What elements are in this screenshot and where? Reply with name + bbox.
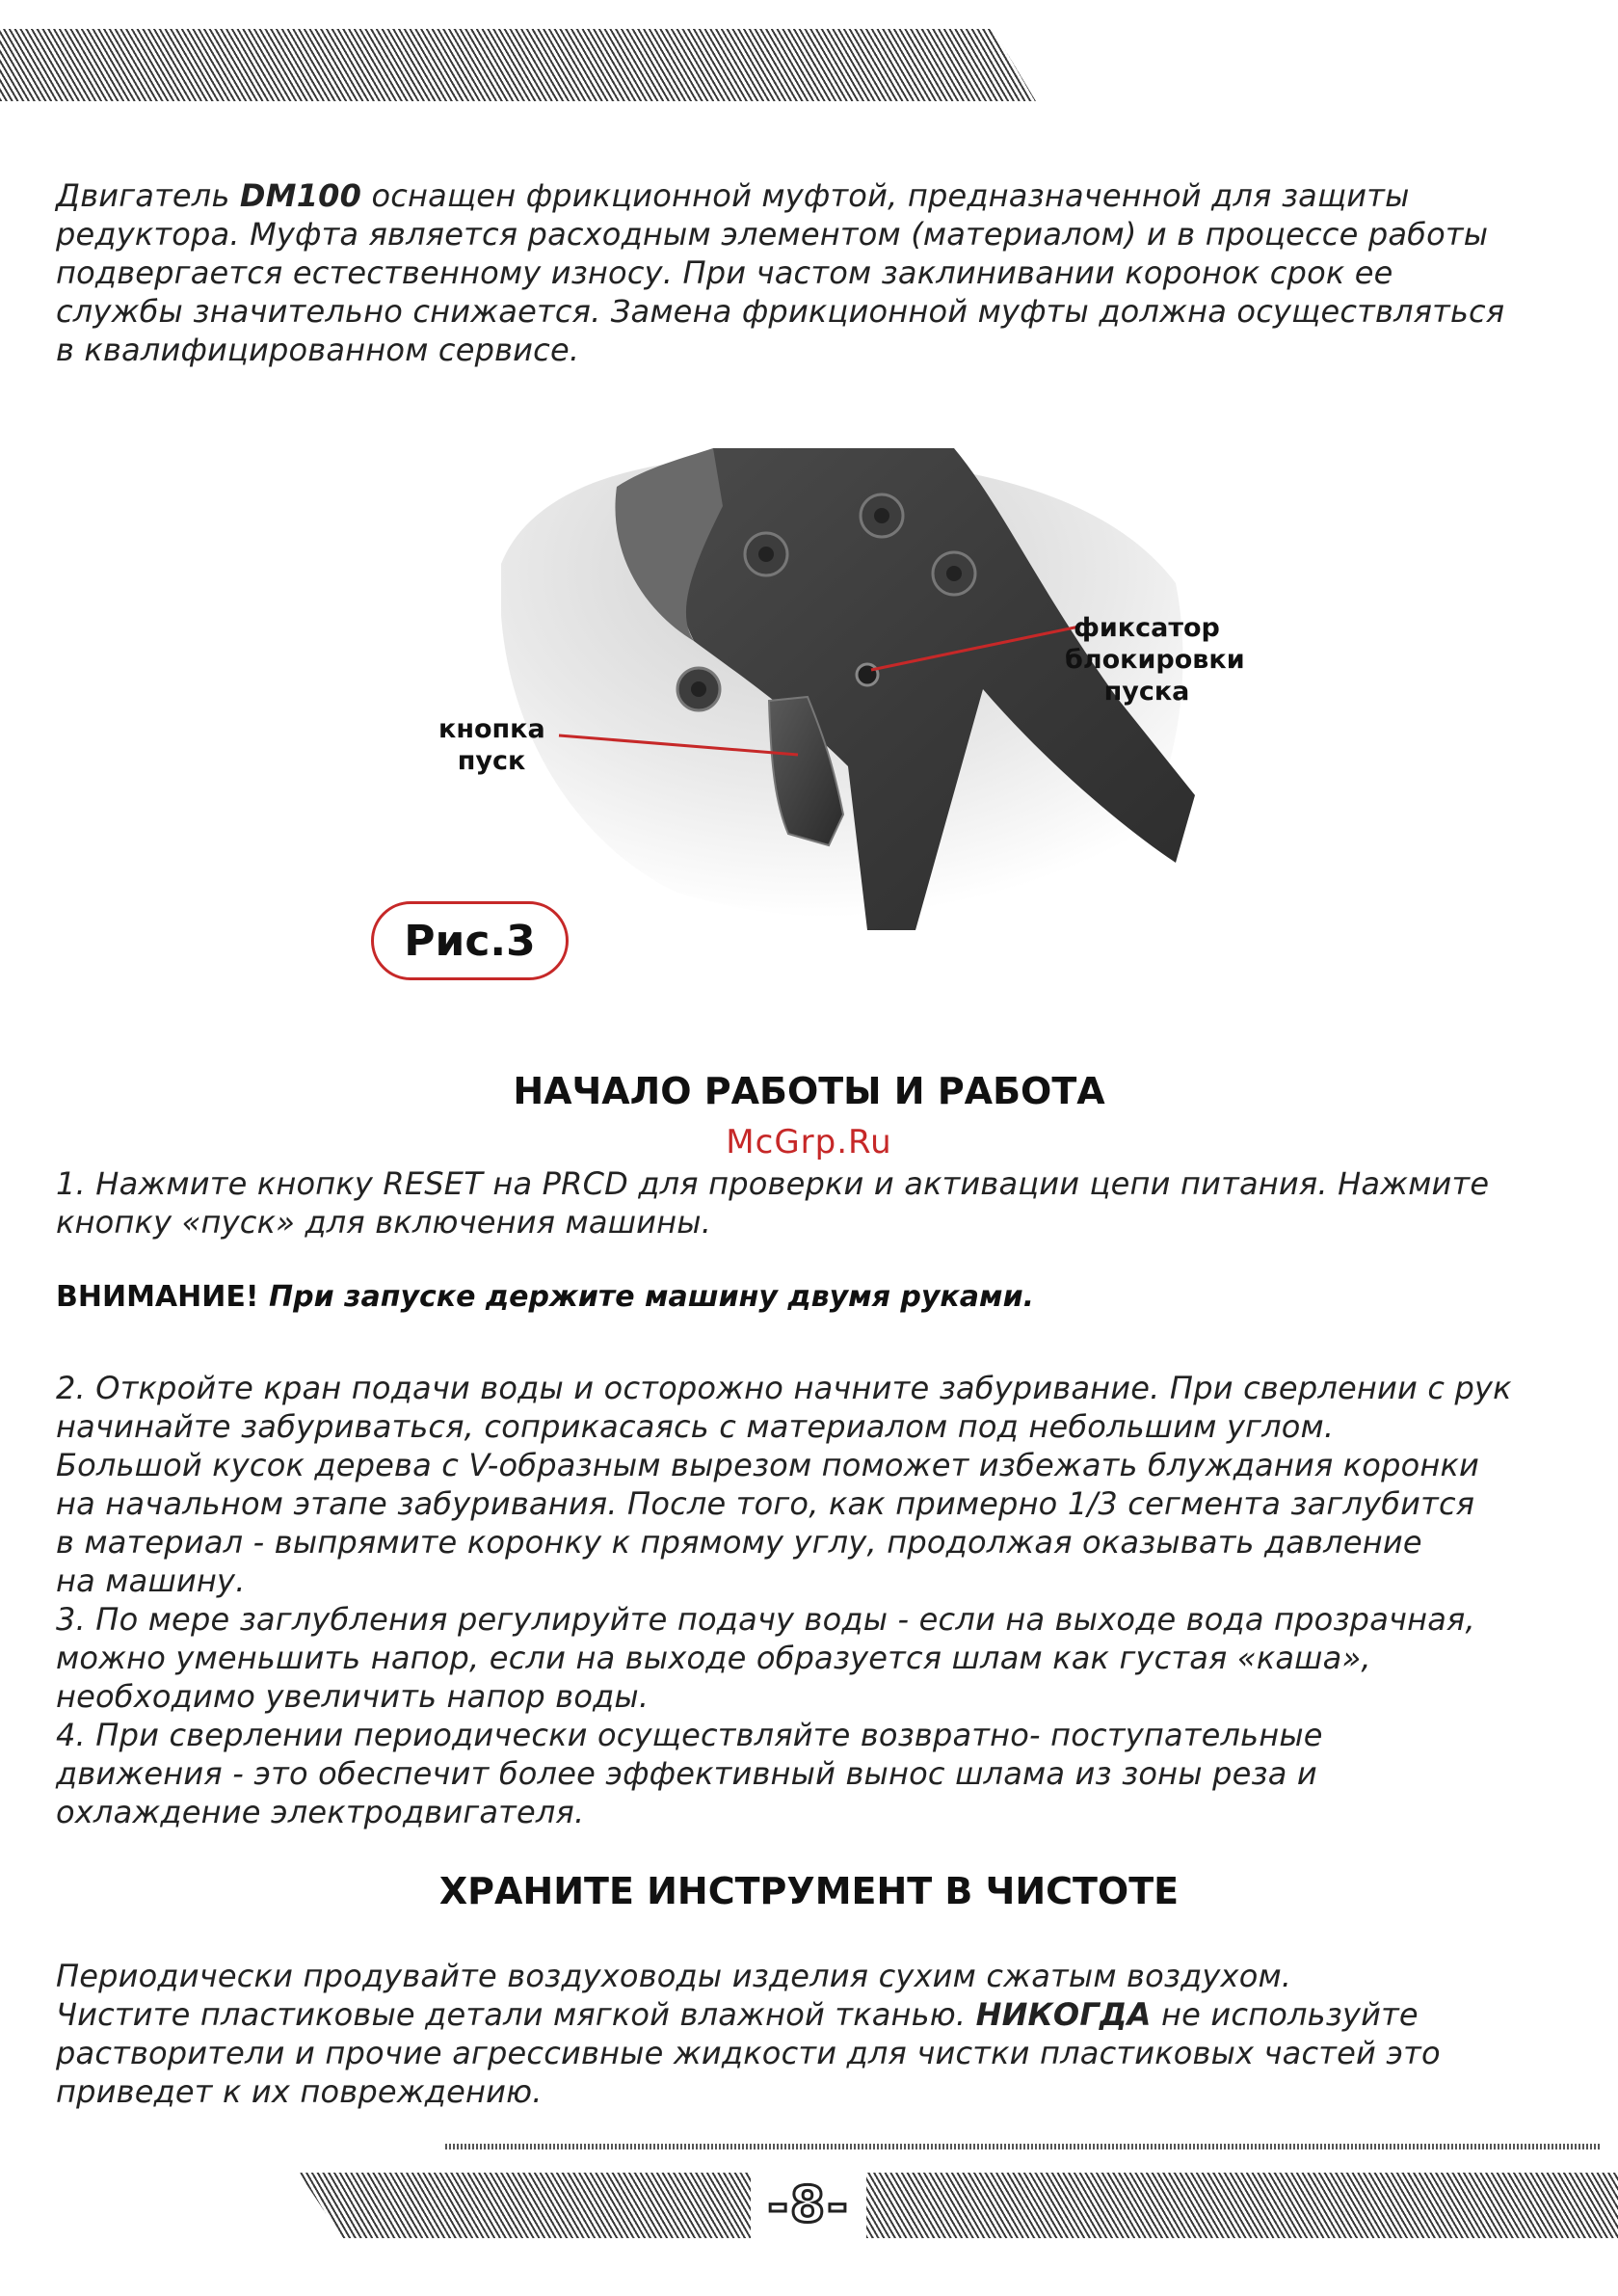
- intro-paragraph: [56, 176, 1598, 369]
- cleaning-line-3: растворители и прочие агрессивные жидкости для чистки пластиковых частей это: [56, 2035, 1441, 2071]
- steps-line: Большой кусок дерева с V-образным вырезом поможет избежать блуждания коронки: [56, 1447, 1480, 1483]
- section-heading-keep-clean: ХРАНИТЕ ИНСТРУМЕНТ В ЧИСТОТЕ: [438, 1870, 1180, 1912]
- step-1-line-2: кнопку «пуск» для включения машины.: [56, 1204, 712, 1241]
- bolt-socket-icon: [946, 566, 962, 581]
- steps-line: в материал - выпрямите коронку к прямому углу, продолжая оказывать давление: [56, 1524, 1422, 1561]
- callout-lock: [1065, 612, 1245, 707]
- attention-label: ВНИМАНИЕ!: [56, 1280, 259, 1314]
- cleaning-line-4: приведет к их повреждению.: [56, 2073, 543, 2110]
- cleaning-paragraph: [56, 1957, 1598, 2111]
- intro-line-2: редуктора. Муфта является расходным элементом (материалом) и в процессе работы: [56, 216, 1489, 253]
- steps-line: начинайте забуриваться, соприкасаясь с материалом под небольшим углом.: [56, 1408, 1335, 1445]
- intro-line-4: службы значительно снижается. Замена фрикционной муфты должна осуществляться: [56, 293, 1505, 330]
- steps-2-4-paragraph: [56, 1369, 1598, 1831]
- lock-pin-icon: [857, 664, 878, 685]
- steps-line: 3. По мере заглубления регулируйте подачу воды - если на выходе вода прозрачная,: [56, 1601, 1475, 1638]
- steps-line: на начальном этапе забуривания. После того, как примерно 1/3 сегмента заглубится: [56, 1485, 1475, 1522]
- steps-line: движения - это обеспечит более эффективный вынос шлама из зоны реза и: [56, 1755, 1317, 1792]
- steps-line: можно уменьшить напор, если на выходе образуется шлам как густая «каша»,: [56, 1640, 1371, 1676]
- bolt-socket-icon: [874, 508, 889, 523]
- cleaning-line-2: Чистите пластиковые детали мягкой влажной тканью. НИКОГДА не используйте: [56, 1996, 1419, 2033]
- callout-start-button: [438, 713, 544, 777]
- callout-lock-line-1: фиксатор: [1074, 613, 1220, 643]
- header-decorative-band: [0, 29, 1036, 101]
- steps-line: необходимо увеличить напор воды.: [56, 1678, 650, 1715]
- never-emphasis: НИКОГДА: [975, 1996, 1152, 2033]
- footer-decorative-band: [299, 2173, 1618, 2238]
- callout-start-button-line-2: пуск: [457, 746, 526, 776]
- watermark-link[interactable]: McGrp.Ru: [726, 1123, 892, 1161]
- step-1-paragraph: [56, 1164, 1598, 1241]
- steps-line: охлаждение электродвигателя.: [56, 1794, 585, 1830]
- section-heading-start-work: НАЧАЛО РАБОТЫ И РАБОТА: [513, 1070, 1105, 1112]
- page-number: -8-: [751, 2171, 866, 2240]
- steps-line: на машину.: [56, 1562, 246, 1599]
- steps-line: 4. При сверлении периодически осуществляйте возвратно- поступательные: [56, 1717, 1323, 1753]
- step-1-line-1: 1. Нажмите кнопку RESET на PRCD для проверки и активации цепи питания. Нажмите: [56, 1165, 1490, 1202]
- steps-line: 2. Откройте кран подачи воды и осторожно начните забуривание. При сверлении с рук: [56, 1370, 1512, 1406]
- attention-note: [56, 1280, 1034, 1314]
- callout-lock-line-3: пуска: [1103, 677, 1190, 707]
- attention-text: При запуске держите машину двумя руками.: [258, 1280, 1034, 1314]
- callout-lock-line-2: блокировки: [1065, 645, 1245, 675]
- intro-line-1: Двигатель DM100 оснащен фрикционной муфтой, предназначенной для защиты: [56, 177, 1410, 214]
- bolt-socket-icon: [758, 547, 774, 562]
- bolt-socket-icon: [691, 681, 706, 697]
- cleaning-line-1: Периодически продувайте воздуховоды изделия сухим сжатым воздухом.: [56, 1958, 1292, 1994]
- footer-dotted-rule: [445, 2144, 1602, 2149]
- figure-label: Рис.3: [371, 901, 569, 980]
- intro-line-3: подвергается естественному износу. При частом заклинивании коронок срок ее: [56, 254, 1393, 291]
- callout-start-button-line-1: кнопка: [438, 714, 545, 744]
- intro-line-5: в квалифицированном сервисе.: [56, 332, 580, 368]
